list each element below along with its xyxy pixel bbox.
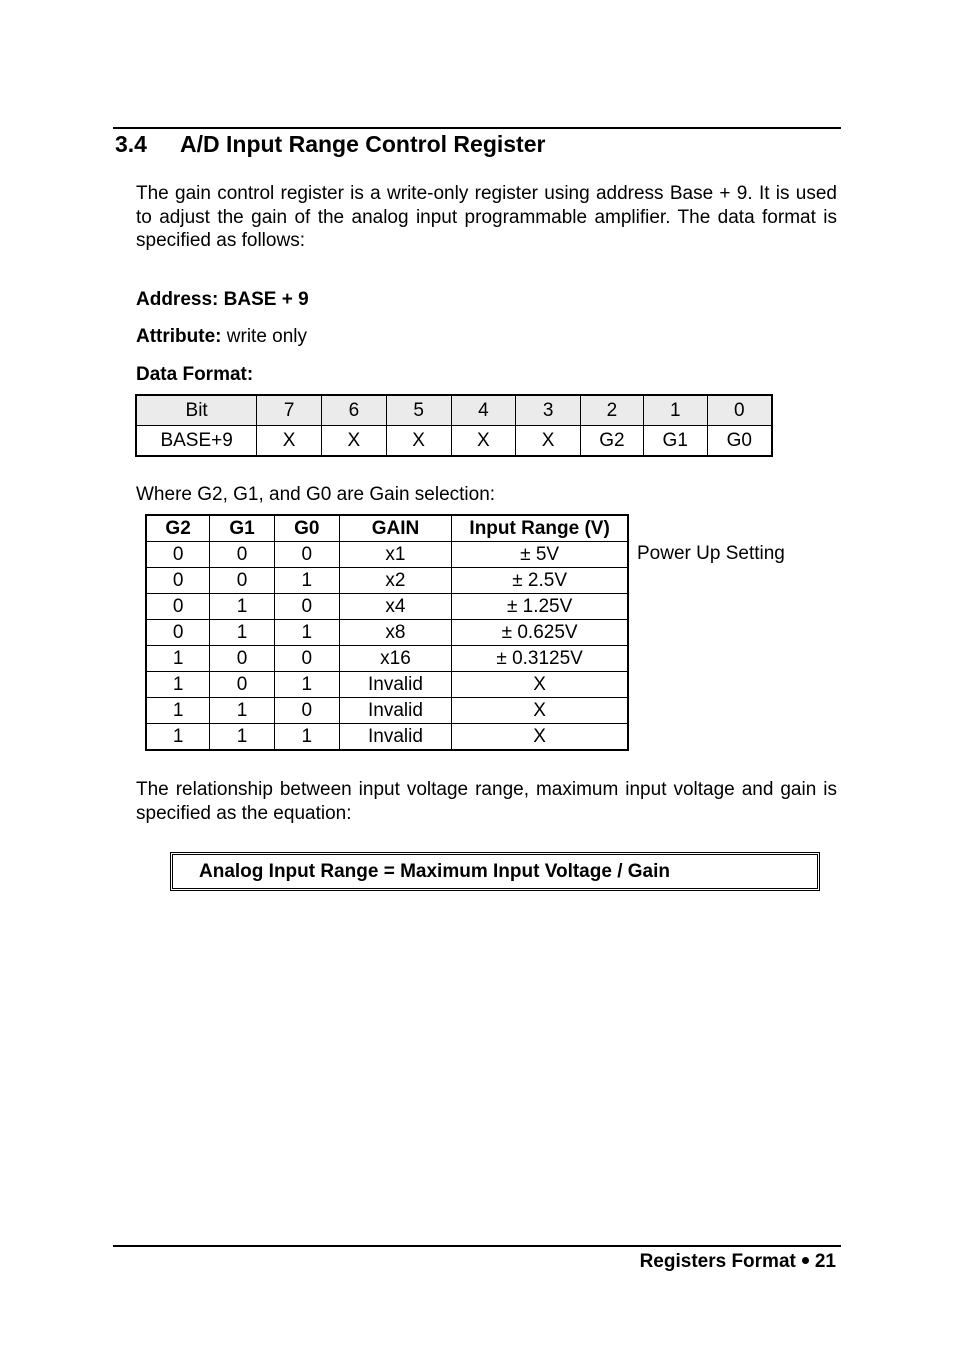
gain-table-cell: 0	[210, 646, 275, 672]
equation-box	[170, 852, 820, 891]
section-title: A/D Input Range Control Register	[180, 131, 546, 157]
gain-table-cell: 1	[210, 620, 275, 646]
gain-table-row	[146, 620, 628, 646]
gain-table-cell: 0	[146, 620, 210, 646]
bit-value-cell: BASE+9	[136, 426, 257, 457]
bit-header-cell: 3	[516, 395, 581, 426]
relationship-paragraph: The relationship between input voltage range, maximum input voltage and gain is specified as the equation:	[136, 779, 837, 824]
gain-table-cell: 0	[274, 646, 339, 672]
attribute-value: write only	[226, 326, 308, 347]
gain-header-cell: Input Range (V)	[452, 515, 628, 542]
gain-header-cell: G1	[210, 515, 275, 542]
gain-table-cell: x2	[339, 568, 452, 594]
bit-header-cell: 4	[451, 395, 516, 426]
bit-value-cell: X	[451, 426, 516, 457]
gain-table-cell: X	[452, 724, 628, 751]
gain-table-cell: 0	[210, 568, 275, 594]
bottom-rule	[113, 1245, 841, 1247]
gain-table-cell: 1	[146, 724, 210, 751]
top-rule	[113, 127, 841, 129]
bit-header-cell: 7	[257, 395, 322, 426]
bullet-icon	[802, 1257, 809, 1264]
gain-header-row	[146, 515, 628, 542]
bit-header-cell: 1	[643, 395, 707, 426]
gain-table-row	[146, 542, 628, 568]
address-label: Address: BASE + 9	[136, 289, 309, 310]
gain-table-cell: X	[452, 672, 628, 698]
gain-table-cell: 1	[274, 724, 339, 751]
bit-header-cell: 2	[581, 395, 644, 426]
gain-table-cell: ± 0.3125V	[452, 646, 628, 672]
bit-value-cell: X	[257, 426, 322, 457]
bit-format-table	[135, 394, 773, 457]
bit-header-cell: 6	[322, 395, 387, 426]
gain-table-cell: x16	[339, 646, 452, 672]
gain-table-cell: 1	[274, 620, 339, 646]
bit-value-row	[136, 426, 772, 457]
gain-table-cell: Invalid	[339, 724, 452, 751]
gain-table-cell: 0	[210, 542, 275, 568]
footer-section: Registers Format	[639, 1251, 796, 1272]
gain-table-cell: ± 2.5V	[452, 568, 628, 594]
gain-table-cell: x1	[339, 542, 452, 568]
attribute-label: Attribute:	[136, 326, 222, 347]
gain-header-cell: G2	[146, 515, 210, 542]
gain-table-cell: 1	[146, 646, 210, 672]
gain-intro: Where G2, G1, and G0 are Gain selection:	[136, 484, 496, 505]
gain-table-row	[146, 568, 628, 594]
gain-table-cell: ± 0.625V	[452, 620, 628, 646]
gain-table-cell: 1	[210, 698, 275, 724]
gain-table-cell: X	[452, 698, 628, 724]
gain-table-cell: 0	[274, 698, 339, 724]
bit-value-cell: X	[322, 426, 387, 457]
section-heading	[115, 131, 545, 158]
gain-table-row	[146, 646, 628, 672]
gain-table-cell: 0	[146, 568, 210, 594]
gain-table-cell: x4	[339, 594, 452, 620]
gain-table-cell: 0	[210, 672, 275, 698]
gain-header-cell: GAIN	[339, 515, 452, 542]
bit-header-cell: 0	[707, 395, 772, 426]
bit-value-cell: G2	[581, 426, 644, 457]
gain-table-row	[146, 672, 628, 698]
gain-table-cell: 1	[146, 698, 210, 724]
gain-table-cell: 1	[146, 672, 210, 698]
section-number: 3.4	[115, 131, 147, 157]
gain-table-row	[146, 724, 628, 751]
gain-table-cell: 0	[274, 594, 339, 620]
gain-header-cell: G0	[274, 515, 339, 542]
gain-table-cell: ± 1.25V	[452, 594, 628, 620]
gain-table-cell: 1	[210, 724, 275, 751]
gain-table-cell: 1	[274, 672, 339, 698]
gain-table-cell: 0	[146, 594, 210, 620]
gain-table	[145, 514, 629, 751]
gain-table-row	[146, 698, 628, 724]
gain-table-cell: 0	[274, 542, 339, 568]
bit-header-row	[136, 395, 772, 426]
bit-value-cell: X	[516, 426, 581, 457]
page-footer	[640, 1251, 836, 1273]
bit-value-cell: X	[386, 426, 451, 457]
bit-value-cell: G1	[643, 426, 707, 457]
gain-table-cell: Invalid	[339, 672, 452, 698]
gain-table-cell: x8	[339, 620, 452, 646]
bit-header-cell: 5	[386, 395, 451, 426]
gain-table-cell: 1	[210, 594, 275, 620]
intro-paragraph: The gain control register is a write-only register using address Base + 9. It is used to adjust the gain of the analog input programmable amplifier. The data format is specified as follows:	[136, 183, 837, 251]
gain-table-body	[146, 542, 628, 751]
gain-table-cell: 0	[146, 542, 210, 568]
gain-table-cell: Invalid	[339, 698, 452, 724]
gain-table-row	[146, 594, 628, 620]
gain-table-cell: 1	[274, 568, 339, 594]
gain-table-cell: ± 5V	[452, 542, 628, 568]
attribute-line	[136, 326, 307, 348]
bit-value-cell: G0	[707, 426, 772, 457]
power-up-note: Power Up Setting	[637, 543, 785, 564]
equation-text: Analog Input Range = Maximum Input Voltage / Gain	[199, 861, 670, 882]
footer-page-number: 21	[814, 1251, 836, 1272]
bit-header-cell: Bit	[136, 395, 257, 426]
data-format-label: Data Format:	[136, 364, 254, 385]
